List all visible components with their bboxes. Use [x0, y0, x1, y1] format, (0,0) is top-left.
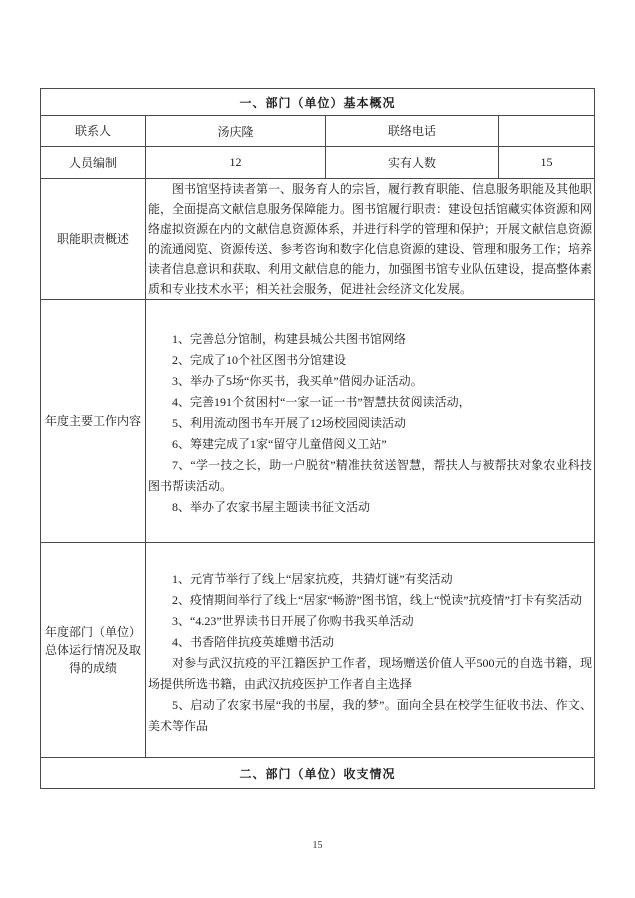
headcount-label-cell: 实有人数	[326, 147, 499, 179]
staffing-row	[41, 147, 595, 179]
staffing-label-cell: 人员编制	[41, 147, 146, 179]
page-number: 15	[312, 840, 323, 851]
performance-item: 对参与武汉抗疫的平江籍医护工作者，现场赠送价值人平500元的自选书籍，现场提供所选书籍，由武汉抗疫医护工作者自主选择	[148, 655, 593, 691]
work-item: 2、完成了10个社区图书分馆建设	[172, 353, 347, 367]
basic-info-table	[40, 88, 595, 789]
work-item: 6、筹建完成了1家“留守儿童借阅义工站”	[172, 437, 387, 451]
phone-value-cell	[499, 116, 595, 147]
duties-content-cell	[146, 179, 595, 300]
duties-label-cell: 职能职责概述	[41, 179, 146, 300]
section2-title: 二、部门（单位）收支情况	[41, 758, 595, 789]
section1-title: 一、部门（单位）基本概况	[41, 89, 595, 116]
work-item: 8、举办了农家书屋主题读书征文活动	[172, 500, 371, 514]
annual-work-label-cell: 年度主要工作内容	[41, 300, 146, 543]
performance-row	[41, 543, 595, 758]
work-item: 4、完善191个贫困村“一家一证一书”智慧扶贫阅读活动，	[172, 395, 471, 409]
work-item: 7、“学一技之长，助一户脱贫”精准扶贫送智慧，帮扶人与被帮扶对象农业科技图书帮读活动。	[148, 458, 593, 493]
duties-row	[41, 179, 595, 300]
section2-header-row	[41, 758, 595, 789]
work-item: 3、举办了5场“你买书，我买单”借阅办证活动。	[172, 374, 423, 388]
performance-item: 2、疫情期间举行了线上“居家“畅游”图书馆，线上“悦读”抗疫情”打卡有奖活动	[172, 592, 582, 607]
annual-work-row	[41, 300, 595, 543]
performance-item: 5、启动了农家书屋“我的书屋，我的梦”。面向全县在校学生征收书法、作文、美术等作品	[148, 697, 593, 733]
contact-row	[41, 116, 595, 147]
performance-item: 1、元宵节举行了线上“居家抗疫，共猜灯谜”有奖活动	[172, 571, 453, 586]
work-item: 1、完善总分馆制，构建县城公共图书馆网络	[172, 332, 407, 346]
section1-header-row	[41, 89, 595, 116]
performance-content-cell	[146, 543, 595, 758]
performance-label-cell: 年度部门（单位）总体运行情况及取得的成绩	[41, 543, 146, 758]
headcount-value-cell: 15	[499, 147, 595, 179]
duties-text: 图书馆坚持读者第一、服务育人的宗旨，履行教育职能、信息服务职能及其他职能，全面提高文献信息服务保障能力。图书馆履行职责：建设包括馆藏实体资源和网络虚拟资源在内的文献信息资源体系，并进行科学的管理和保护；开展文献信息资源的流通阅览、资源传送、参考咨询和数字化信息资源的建设、管理和服务工作；培养读者信息意识和获取、利用文献信息的能力，加强图书馆专业队伍建设，提高整体素质和专业技术水平；相关社会服务，促进社会经济文化发展。	[148, 182, 593, 296]
performance-item: 3、“4.23”世界读书日开展了你购书我买单活动	[172, 613, 414, 628]
contact-value-cell: 汤庆隆	[146, 116, 326, 147]
phone-label-cell: 联络电话	[326, 116, 499, 147]
annual-work-content-cell	[146, 300, 595, 543]
staffing-value-cell: 12	[146, 147, 326, 179]
work-item: 5、利用流动图书车开展了12场校园阅读活动	[172, 416, 407, 430]
contact-label-cell: 联系人	[41, 116, 146, 147]
performance-item: 4、书香陪伴抗疫英雄赠书活动	[172, 634, 335, 649]
